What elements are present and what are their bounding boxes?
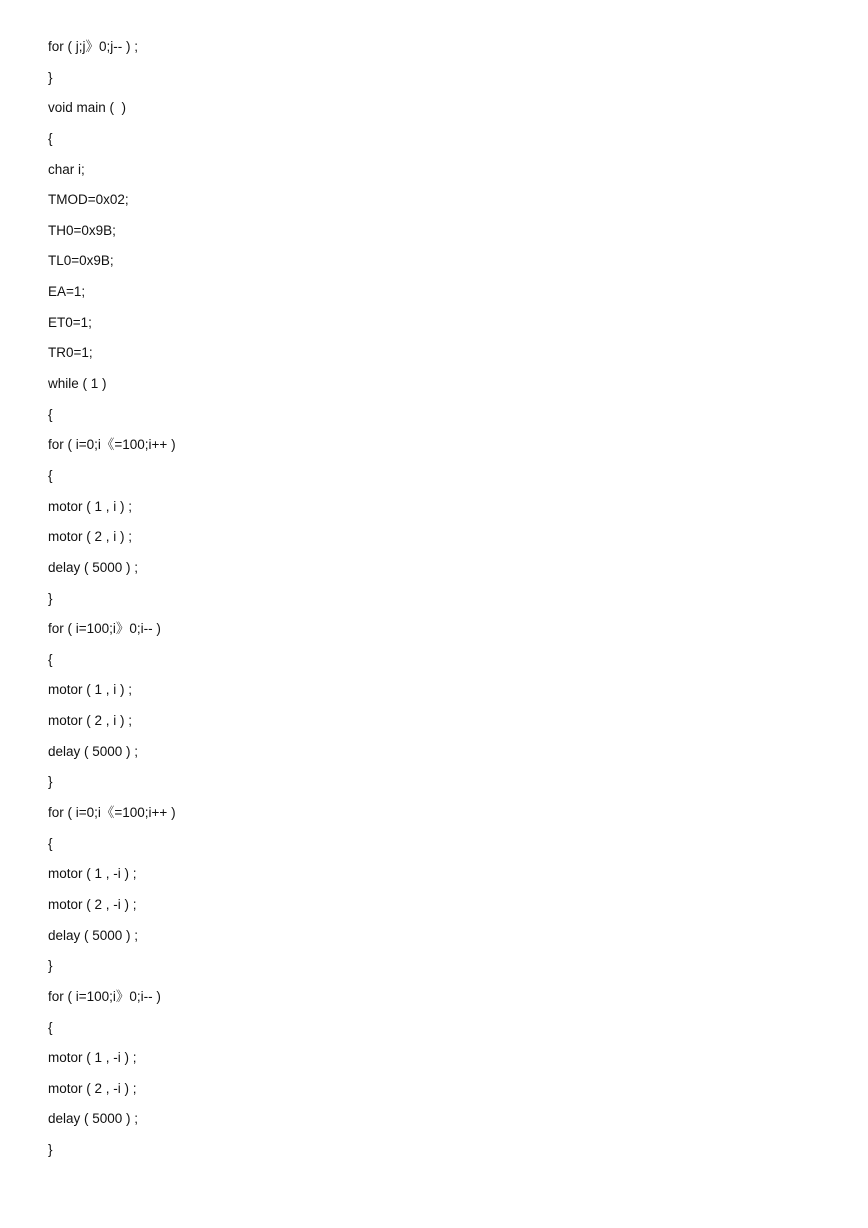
code-listing	[48, 37, 176, 1171]
code-line: delay ( 5000 ) ;	[48, 559, 139, 575]
code-line: motor ( 2 , i ) ;	[48, 529, 133, 545]
code-line: {	[48, 406, 53, 422]
code-line: for ( i=0;i《=100;i++ )	[48, 437, 176, 453]
code-line: TL0=0x9B;	[48, 253, 114, 269]
code-line: delay ( 5000 ) ;	[48, 1111, 139, 1127]
code-line: }	[48, 958, 53, 974]
code-line: while ( 1 )	[48, 376, 107, 392]
code-line: for ( i=100;i》0;i-- )	[48, 988, 161, 1004]
code-line: for ( i=100;i》0;i-- )	[48, 621, 161, 637]
code-line: {	[48, 651, 53, 667]
code-line: {	[48, 835, 53, 851]
code-line: void main ( )	[48, 100, 127, 116]
code-line: EA=1;	[48, 284, 86, 300]
code-line: {	[48, 130, 53, 146]
code-line: }	[48, 774, 53, 790]
code-line: motor ( 1 , -i ) ;	[48, 1050, 137, 1066]
code-line: }	[48, 1142, 53, 1158]
code-line: motor ( 2 , -i ) ;	[48, 896, 137, 912]
code-line: delay ( 5000 ) ;	[48, 743, 139, 759]
code-line: ET0=1;	[48, 314, 92, 330]
code-line: for ( i=0;i《=100;i++ )	[48, 805, 176, 821]
code-line: motor ( 1 , -i ) ;	[48, 866, 137, 882]
code-line: }	[48, 590, 53, 606]
code-line: TH0=0x9B;	[48, 222, 116, 238]
code-line: char i;	[48, 161, 85, 177]
code-line: {	[48, 1019, 53, 1035]
code-line: }	[48, 69, 53, 85]
code-line: {	[48, 467, 53, 483]
code-line: for ( j;j》0;j-- ) ;	[48, 39, 138, 54]
code-line: motor ( 1 , i ) ;	[48, 682, 133, 698]
code-line: TMOD=0x02;	[48, 192, 129, 208]
code-line: delay ( 5000 ) ;	[48, 927, 139, 943]
code-line: TR0=1;	[48, 345, 93, 361]
code-line: motor ( 1 , i ) ;	[48, 498, 133, 514]
code-line: motor ( 2 , i ) ;	[48, 713, 133, 729]
code-line: motor ( 2 , -i ) ;	[48, 1080, 137, 1096]
